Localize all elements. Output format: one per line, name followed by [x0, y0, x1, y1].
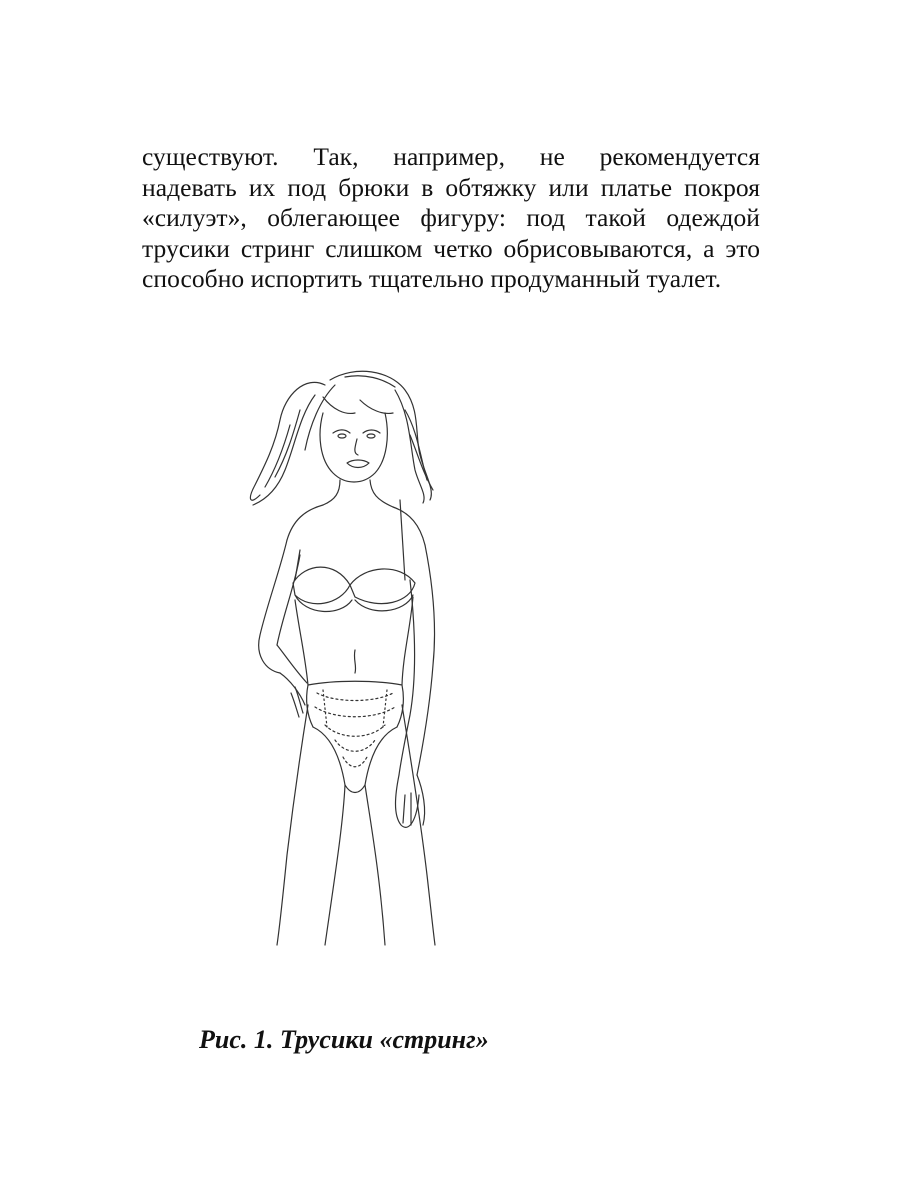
- neck-shoulders: [287, 480, 425, 545]
- bra: [293, 500, 415, 611]
- paragraph-line: способно испортить тщательно продуманный туалет.: [142, 264, 722, 293]
- woman-lingerie-drawing: [205, 355, 535, 955]
- lace-panties: [307, 681, 404, 792]
- figure-caption: Рис. 1. Трусики «стринг»: [199, 1025, 489, 1054]
- paragraph-line: надевать их под брюки в обтяжку или платье покроя: [142, 172, 760, 202]
- torso: [295, 597, 413, 685]
- paragraph-line: трусики стринг слишком четко обрисовываются, а это: [142, 233, 760, 263]
- body-paragraph: [142, 142, 760, 295]
- figure-illustration: [205, 355, 535, 955]
- paragraph-line: «силуэт», облегающее фигуру: под такой одеждой: [142, 203, 760, 232]
- face: [320, 413, 387, 482]
- paragraph-line: существуют. Так, например, не рекомендуется: [142, 142, 760, 171]
